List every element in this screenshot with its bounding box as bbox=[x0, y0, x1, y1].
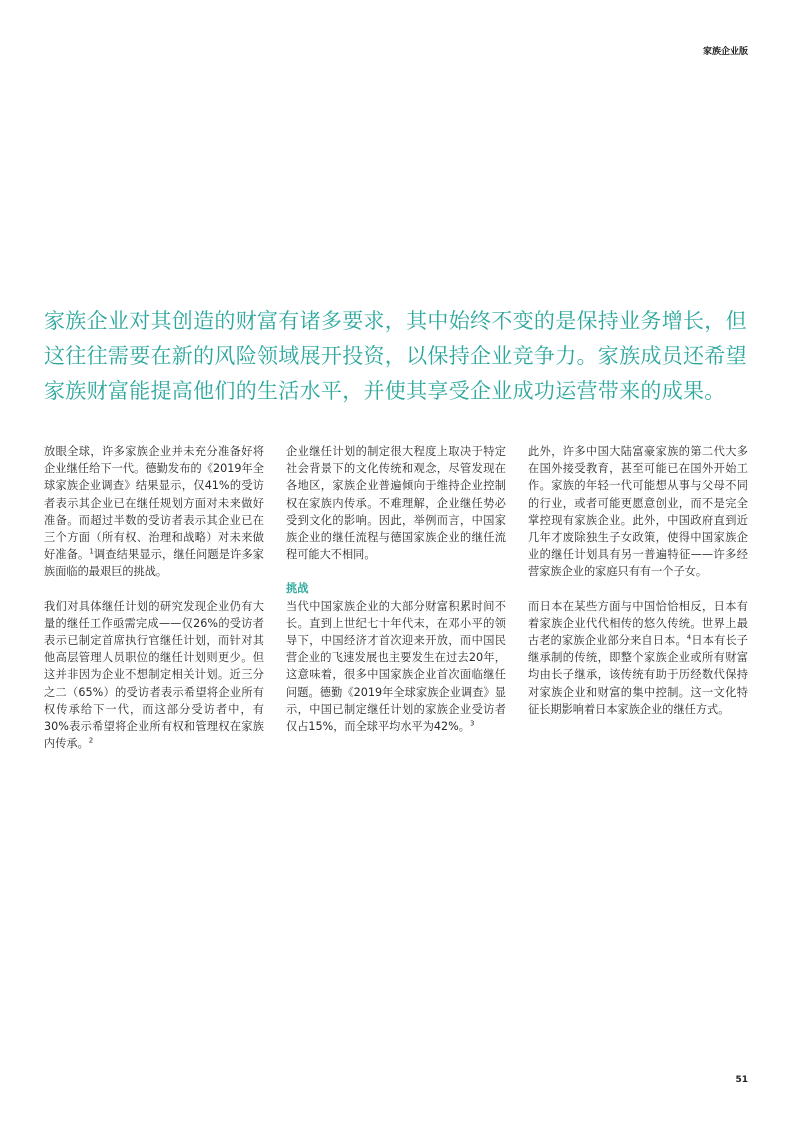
paragraph-text: 当代中国家族企业的大部分财富积累时间不长。直到上世纪七十年代末，在邓小平的领导下，中国经济才首次迎来开放，而中国民营企业的飞速发展也主要发生在过去20年，这意味着，很多中国家族企业首次面临继任问题。德勤《2019年全球家族企业调查》显示，中国已制定继任计划的家族企业受访者仅占15%，而全球平均水平为42%。 bbox=[286, 599, 506, 734]
footnote-ref: 1 bbox=[89, 547, 94, 556]
text-column-3 bbox=[528, 443, 748, 735]
paragraph bbox=[44, 443, 264, 581]
paragraph-text: 我们对具体继任计划的研究发现企业仍有大量的继任工作亟需完成——仅26%的受访者表示已制定首席执行官继任计划，而针对其他高层管理人员职位的继任计划则更少。但这并非因为企业不想制定相关计划。近三分之二（65%）的受访者表示希望将企业所有权传承给下一代，而这部分受访者中，有30%表示希望将企业所有权和管理权在家族内传承。 bbox=[44, 599, 264, 751]
section-heading: 挑战 bbox=[286, 582, 309, 596]
text-column-2 bbox=[286, 443, 506, 752]
paragraph: 此外，许多中国大陆富豪家族的第二代大多在国外接受教育，甚至可能已在国外开始工作。家族的年轻一代可能想从事与父母不同的行业，或者可能更愿意创业，而不是完全掌控现有家族企业。此外，中国政府直到近几年才废除独生子女政策，使得中国家族企业的继任计划具有另一普遍特征——许多经营家族企业的家庭只有有一个子女。 bbox=[528, 445, 748, 579]
text-column-1 bbox=[44, 443, 264, 769]
footnote-ref: 4 bbox=[686, 633, 692, 642]
pull-quote-line: 这往往需要在新的风险领域展开投资，以保持企业竞争力。家族成员还希望 bbox=[44, 344, 747, 368]
paragraph: 企业继任计划的制定很大程度上取决于特定社会背景下的文化传统和观念，尽管发现在各地区，家族企业普遍倾向于维持企业控制权在家族内传承。不难理解，企业继任势必受到文化的影响。因此，举例而言，中国家族企业的继任流程与德国家族企业的继任流程可能大不相同。 bbox=[286, 445, 506, 562]
paragraph-text: 而日本在某些方面与中国恰恰相反，日本有着家族企业代代相传的悠久传统。世界上最古老的家族企业部分来自日本。 bbox=[528, 599, 748, 648]
paragraph-text: 放眼全球，许多家族企业并未充分准备好将企业继任给下一代。德勤发布的《2019年全球家族企业调查》结果显示，仅41%的受访者表示其企业已在继任规划方面对未来做好准备。而超过半数的受访者表示其企业已在三个方面（所有权、治理和战略）对未来做好准备。 bbox=[44, 445, 264, 562]
footnote-ref: 3 bbox=[469, 719, 475, 728]
paragraph bbox=[528, 598, 748, 718]
paragraph-text: 调查结果显示，继任问题是许多家族面临的最艰巨的挑战。 bbox=[44, 548, 264, 579]
page-number: 51 bbox=[735, 1075, 748, 1085]
running-header: 家族企业版 bbox=[702, 47, 748, 57]
pull-quote-line: 家族财富能提高他们的生活水平，并使其享受企业成功运营带来的成果。 bbox=[44, 379, 726, 403]
paragraph bbox=[286, 598, 506, 736]
pull-quote bbox=[44, 304, 754, 409]
paragraph-text: 日本有长子继承制的传统，即整个家族企业或所有财富均由长子继承，该传统有助于历经数代保持对家族企业和财富的集中控制。这一文化特征长期影响着日本家族企业的继任方式。 bbox=[528, 634, 748, 716]
pull-quote-line: 家族企业对其创造的财富有诸多要求，其中始终不变的是保持业务增长，但 bbox=[44, 309, 747, 333]
footnote-ref: 2 bbox=[88, 736, 94, 745]
paragraph bbox=[44, 598, 264, 753]
